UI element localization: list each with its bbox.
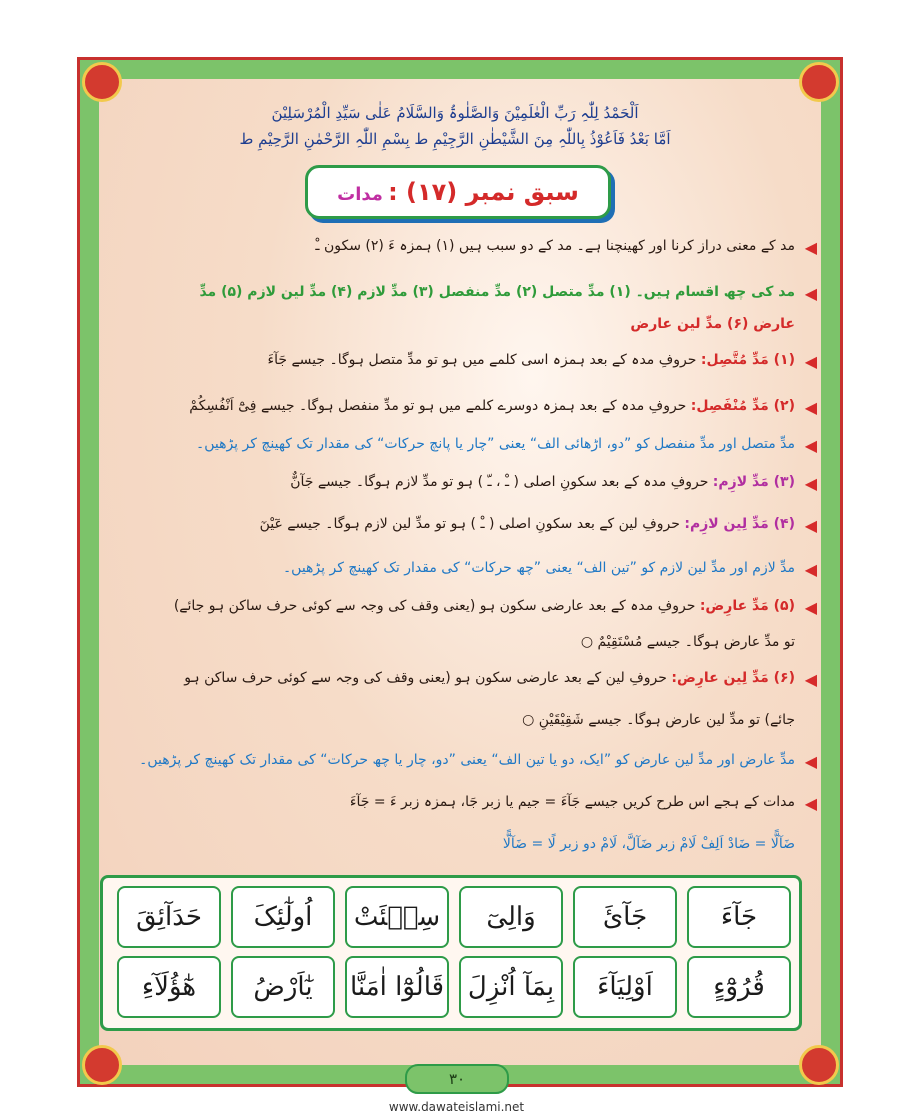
blessing-line-1: اَلْحَمْدُ لِلّٰہِ رَبِّ الْعٰلَمِیْنَ وَالصَّلٰوۃُ وَالسَّلَامُ عَلٰی سَیِّدِ الْمُرْسَلِیْنَ <box>271 104 639 122</box>
footer-url[interactable]: www.dawateislami.net <box>388 1100 525 1114</box>
page-number: ۳۰ <box>405 1064 509 1094</box>
lesson-topic: مدات <box>337 184 383 205</box>
example-word: قُرُوْٓءٍ <box>687 956 791 1018</box>
bullet-icon: ◀ <box>804 398 817 417</box>
list-item: ◀ (۱) مَدِّ مُتَّصِل: حروفِ مدہ کے بعد ہمزہ اسی کلمے میں ہو تو مدِّ متصل ہوگا۔ جیسے جَآءَ <box>267 352 817 371</box>
note-line: ◀ مدِّ لازم اور مدِّ لین لازم کو ”تین الف“ یعنی ”چھ حرکات“ کی مقدار تک کھینچ کر پڑھیں۔ <box>282 560 817 579</box>
bullet-icon: ◀ <box>804 598 817 617</box>
bullet-icon: ◀ <box>804 752 817 771</box>
list-item: تو مدِّ عارض ہوگا۔ جیسے مُسْتَقِیْمٌ ○ <box>580 634 795 650</box>
bullet-icon: ◀ <box>804 238 817 257</box>
bullet-icon: ◀ <box>804 352 817 371</box>
bullet-icon: ◀ <box>804 560 817 579</box>
list-item: ◀ (۶) مَدِّ لِین عارِض: حروفِ لین کے بعد عارضی سکون ہو (یعنی وقف کی وجہ سے کوئی حرف ساکن ہو <box>184 670 817 689</box>
bullet-icon: ◀ <box>804 436 817 455</box>
example-word: یٰٓاَرْضُ <box>231 956 335 1018</box>
corner-ornament <box>799 62 839 102</box>
list-item: ◀ (۲) مَدِّ مُنْفَصِل: حروفِ مدہ کے بعد ہمزہ دوسرے کلمے میں ہو تو مدِّ منفصل ہوگا۔ جیسے فِیْٓ اَنْفُسِکُمْ <box>189 398 817 417</box>
list-item: جائے) تو مدِّ لین عارض ہوگا۔ جیسے شَقِیْقَیْنِ ○ <box>522 712 795 728</box>
bullet-icon: ◀ <box>804 670 817 689</box>
list-item: ◀ مدات کے ہجے اس طرح کریں جیسے جَآءَ = جیم یا زبر جَا، ہمزہ زبر ءَ = جَآءَ <box>349 794 817 813</box>
lesson-number: سبق نمبر (۱۷) : <box>388 178 579 206</box>
note-line: ◀ مدِّ عارض اور مدِّ لین عارض کو ”ایک، دو یا تین الف“ یعنی ”دو، چار یا چھ حرکات“ کی مقدار تک کھینچ کر پڑھیں۔ <box>139 752 817 771</box>
example-word: جَآئَ <box>573 886 677 948</box>
corner-ornament <box>82 62 122 102</box>
list-item: ◀ مد کی چھ اقسام ہیں۔ (۱) مدِّ متصل (۲) مدِّ منفصل (۳) مدِّ لازم (۴) مدِّ لین لازم (۵) مدِّ <box>199 284 817 303</box>
list-item: ضَآلًّا = ضَادْ اَلِفْ لَامْ زبر ضَآلَّ، لَامْ دو زبر لًا = ضَآلًّا <box>502 836 795 852</box>
corner-ornament <box>82 1045 122 1085</box>
example-word: حَدَآئِقَ <box>117 886 221 948</box>
blessing-line-2: اَمَّا بَعْدُ فَاَعُوْذُ بِاللّٰہِ مِنَ الشَّیْطٰنِ الرَّجِیْمِ ط بِسْمِ اللّٰہِ الرَّحْمٰنِ الرَّحِیْمِ ط <box>239 130 671 148</box>
example-word: سِیۡئَتْ <box>345 886 449 948</box>
example-word: اُولٰٓئِکَ <box>231 886 335 948</box>
bullet-icon: ◀ <box>804 474 817 493</box>
example-word: اَوْلِیَآءَ <box>573 956 677 1018</box>
lesson-title <box>305 165 611 219</box>
list-item: ◀ مد کے معنی دراز کرنا اور کھینچنا ہے۔ مد کے دو سبب ہیں (۱) ہمزہ ءَ (۲) سکون ـْ <box>315 238 817 257</box>
list-item: ◀ (۳) مَدِّ لازِم: حروفِ مدہ کے بعد سکونِ اصلی ( ـْ ، ـّ ) ہو تو مدِّ لازم ہوگا۔ جیسے جَآنٌّ <box>290 474 817 493</box>
example-word: قَالُوْٓا اٰمَنَّا <box>345 956 449 1018</box>
example-word: جَآءَ <box>687 886 791 948</box>
example-word: ھٰٓؤُلَآءِ <box>117 956 221 1018</box>
corner-ornament <box>799 1045 839 1085</box>
bullet-icon: ◀ <box>804 794 817 813</box>
example-word: وَالِیٓ <box>459 886 563 948</box>
example-word: بِمَآ اُنْزِلَ <box>459 956 563 1018</box>
examples-grid <box>100 875 802 1031</box>
bullet-icon: ◀ <box>804 516 817 535</box>
bullet-icon: ◀ <box>804 284 817 303</box>
list-item: ◀ (۴) مَدِّ لِین لازِم: حروفِ لین کے بعد سکونِ اصلی ( ـْ ) ہو تو مدِّ لین لازم ہوگا۔ جیسے عٓیْنٓ <box>259 516 817 535</box>
list-item: عارض (۶) مدِّ لین عارض <box>630 316 795 332</box>
list-item: ◀ (۵) مَدِّ عارِض: حروفِ مدہ کے بعد عارضی سکون ہو (یعنی وقف کی وجہ سے کوئی حرف ساکن ہو جائے) <box>173 598 817 617</box>
note-line: ◀ مدِّ متصل اور مدِّ منفصل کو ”دو، اڑھائی الف“ یعنی ”چار یا پانچ حرکات“ کی مقدار تک کھینچ کر پڑھیں۔ <box>195 436 817 455</box>
